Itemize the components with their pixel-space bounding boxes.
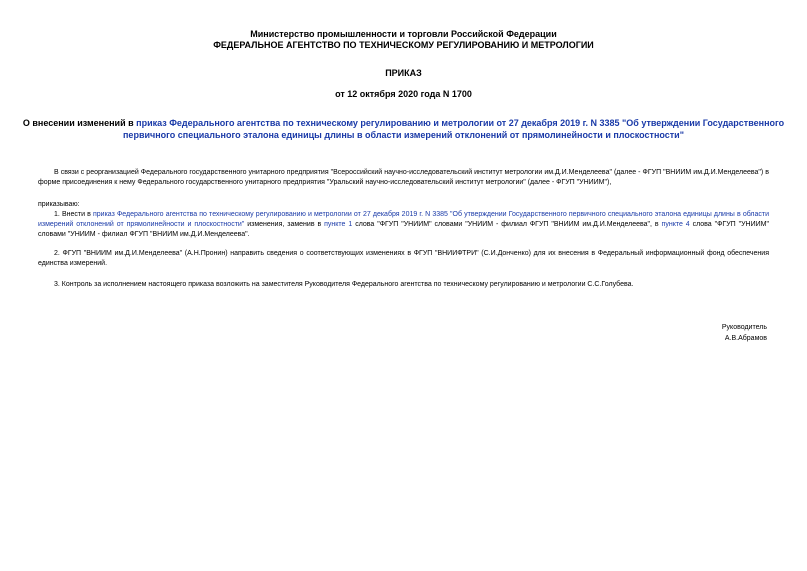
item-1-order-link[interactable]: приказ Федерального агентства по техническому регулированию и метрологии от 27 декабря 2019 г. N 3385 "Об утверждении Государственного первичного специального эталона единицы длины в области измерений отклонений от прямолинейности и плоскостности" (38, 211, 769, 228)
decree-word: приказываю: (38, 201, 80, 208)
item-1-paragraph (38, 210, 769, 240)
item-2-paragraph: 2. ФГУП "ВНИИМ им.Д.И.Менделеева" (А.Н.Пронин) направить сведения о соответствующих изменениях в ФГУП "ВНИИФТРИ" (С.И.Донченко) для их внесения в Федеральный информационный фонд обеспечения единства измерений. (38, 250, 769, 267)
signature-block (722, 322, 767, 344)
signatory-position: Руководитель (721, 324, 767, 331)
title-order-link[interactable]: приказ Федерального агентства по техническому регулированию и метрологии от 27 декабря 2019 г. N 3385 "Об утверждении Государственного первичного специального эталона единицы длины в области измерений отклонений от прямолинейности и плоскостности" (123, 118, 785, 140)
item-1-prefix: 1. Внести в (54, 211, 93, 218)
agency-name: ФЕДЕРАЛЬНОЕ АГЕНТСТВО ПО ТЕХНИЧЕСКОМУ РЕГУЛИРОВАНИЮ И МЕТРОЛОГИИ (213, 40, 594, 50)
title-prefix: О внесении изменений в (22, 118, 137, 128)
document-type: ПРИКАЗ (385, 68, 422, 78)
ministry-name: Министерство промышленности и торговли Российской Федерации (250, 29, 557, 39)
item-1-point-4-link[interactable]: пункте 4 (661, 221, 690, 228)
intro-paragraph: В связи с реорганизацией Федерального государственного унитарного предприятия "Всероссийский научно-исследовательский институт метрологии им.Д.И.Менделеева" (далее - ФГУП "ВНИИМ им.Д.И.Менделеева") в форме присоединения к нему Федерального государственного унитарного предприятия "Уральский научно-исследовательский институт метрологии" (далее - ФГУП "УНИИМ"), (38, 169, 769, 186)
document-date-number: от 12 октября 2020 года N 1700 (335, 89, 472, 99)
document-header (0, 29, 807, 51)
item-1-point-1-link[interactable]: пункте 1 (324, 221, 353, 228)
item-1-suffix: слова "ФГУП "УНИИМ" словами "УНИИМ - филиал ФГУП "ВНИИМ им.Д.И.Менделеева". (38, 221, 769, 238)
document-title (0, 117, 807, 141)
item-1-middle-2: слова "ФГУП "УНИИМ" словами "УНИИМ - филиал ФГУП "ВНИИМ им.Д.И.Менделеева", в (352, 221, 662, 228)
signatory-name: А.В.Абрамов (724, 335, 767, 342)
item-3-paragraph: 3. Контроль за исполнением настоящего приказа возложить на заместителя Руководителя Федерального агентства по техническому регулированию и метрологии С.С.Голубева. (54, 281, 634, 288)
item-1-middle-1: изменения, заменив в (244, 221, 325, 228)
